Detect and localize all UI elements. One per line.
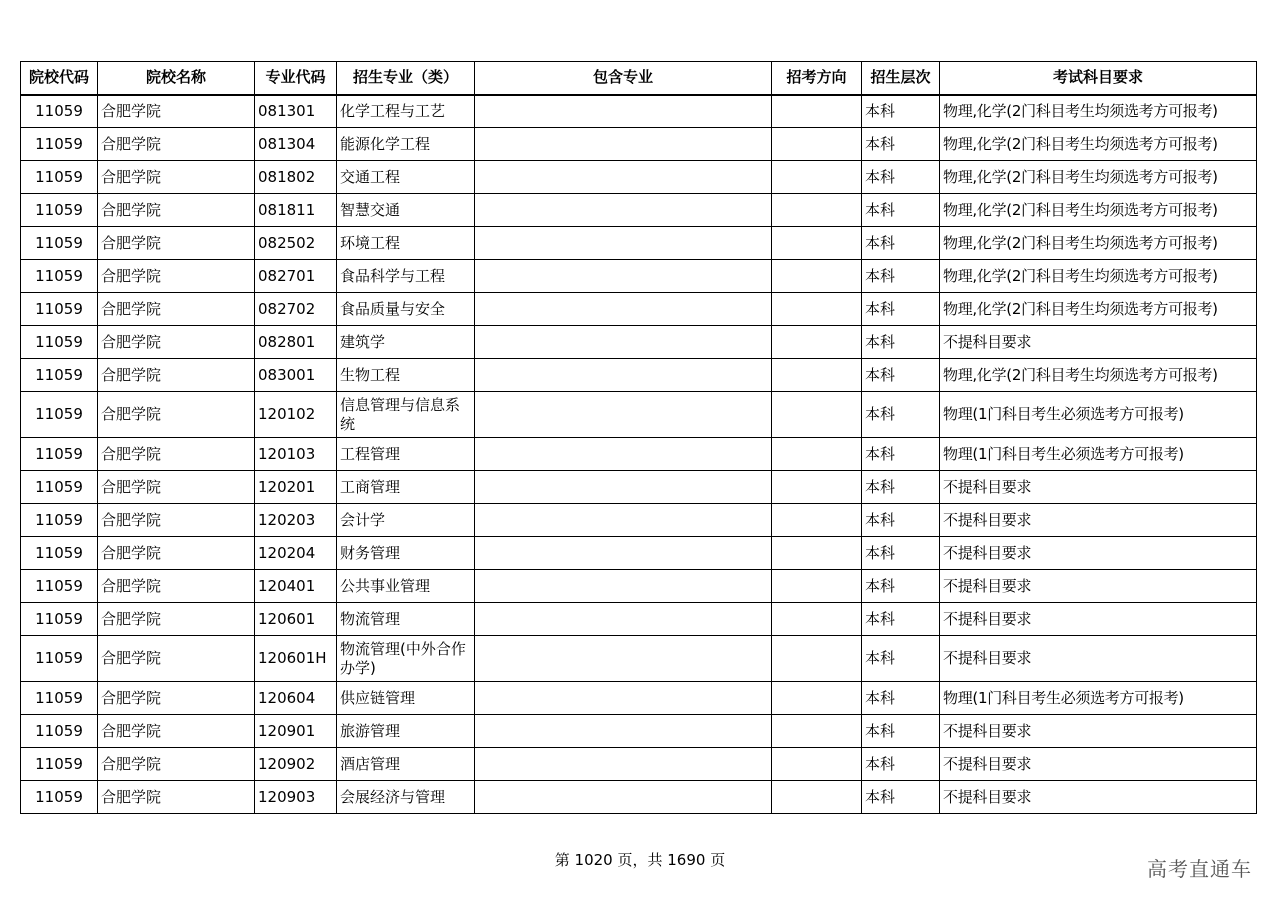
included-majors-cell xyxy=(475,504,772,537)
included-majors-cell xyxy=(475,128,772,161)
school-code-cell: 11059 xyxy=(21,260,98,293)
watermark: 高考直通车 xyxy=(1147,857,1252,881)
subject-requirement-cell: 物理,化学(2门科目考生均须选考方可报考) xyxy=(940,227,1257,260)
school-name-cell: 合肥学院 xyxy=(98,326,255,359)
major-code-cell: 120203 xyxy=(255,504,337,537)
school-name-cell: 合肥学院 xyxy=(98,161,255,194)
subject-requirement-cell: 物理(1门科目考生必须选考方可报考) xyxy=(940,392,1257,438)
major-cell: 酒店管理 xyxy=(337,748,475,781)
subject-requirement-cell: 物理,化学(2门科目考生均须选考方可报考) xyxy=(940,95,1257,128)
level-cell: 本科 xyxy=(862,471,940,504)
major-code-cell: 120102 xyxy=(255,392,337,438)
major-code-cell: 082801 xyxy=(255,326,337,359)
included-majors-cell xyxy=(475,194,772,227)
direction-cell xyxy=(772,438,862,471)
major-cell: 财务管理 xyxy=(337,537,475,570)
school-code-cell: 11059 xyxy=(21,603,98,636)
school-code-cell: 11059 xyxy=(21,781,98,814)
subject-requirement-cell: 物理,化学(2门科目考生均须选考方可报考) xyxy=(940,128,1257,161)
table-row xyxy=(21,603,1257,636)
school-code-cell: 11059 xyxy=(21,293,98,326)
included-majors-cell xyxy=(475,438,772,471)
direction-cell xyxy=(772,260,862,293)
major-code-cell: 083001 xyxy=(255,359,337,392)
major-code-cell: 120201 xyxy=(255,471,337,504)
level-cell: 本科 xyxy=(862,748,940,781)
subject-requirement-cell: 物理,化学(2门科目考生均须选考方可报考) xyxy=(940,161,1257,194)
direction-cell xyxy=(772,471,862,504)
table-row xyxy=(21,682,1257,715)
school-code-cell: 11059 xyxy=(21,471,98,504)
included-majors-cell xyxy=(475,748,772,781)
subject-requirement-cell: 不提科目要求 xyxy=(940,471,1257,504)
included-majors-cell xyxy=(475,781,772,814)
level-cell: 本科 xyxy=(862,194,940,227)
subject-requirement-cell: 不提科目要求 xyxy=(940,326,1257,359)
major-cell: 能源化学工程 xyxy=(337,128,475,161)
admissions-table xyxy=(20,61,1257,814)
major-cell: 工程管理 xyxy=(337,438,475,471)
school-name-cell: 合肥学院 xyxy=(98,682,255,715)
subject-requirement-cell: 物理(1门科目考生必须选考方可报考) xyxy=(940,682,1257,715)
major-cell: 公共事业管理 xyxy=(337,570,475,603)
subject-requirement-cell: 物理,化学(2门科目考生均须选考方可报考) xyxy=(940,260,1257,293)
level-cell: 本科 xyxy=(862,438,940,471)
header-included-majors: 包含专业 xyxy=(475,62,772,95)
direction-cell xyxy=(772,293,862,326)
subject-requirement-cell: 不提科目要求 xyxy=(940,636,1257,682)
major-cell: 物流管理(中外合作办学) xyxy=(337,636,475,682)
direction-cell xyxy=(772,326,862,359)
subject-requirement-cell: 物理,化学(2门科目考生均须选考方可报考) xyxy=(940,194,1257,227)
table-row xyxy=(21,227,1257,260)
school-name-cell: 合肥学院 xyxy=(98,227,255,260)
school-name-cell: 合肥学院 xyxy=(98,603,255,636)
level-cell: 本科 xyxy=(862,326,940,359)
direction-cell xyxy=(772,537,862,570)
major-code-cell: 081301 xyxy=(255,95,337,128)
subject-requirement-cell: 不提科目要求 xyxy=(940,504,1257,537)
level-cell: 本科 xyxy=(862,682,940,715)
major-cell: 生物工程 xyxy=(337,359,475,392)
subject-requirement-cell: 物理(1门科目考生必须选考方可报考) xyxy=(940,438,1257,471)
header-level: 招生层次 xyxy=(862,62,940,95)
table-row xyxy=(21,293,1257,326)
table-body xyxy=(21,95,1257,814)
direction-cell xyxy=(772,570,862,603)
major-code-cell: 120204 xyxy=(255,537,337,570)
school-code-cell: 11059 xyxy=(21,570,98,603)
subject-requirement-cell: 不提科目要求 xyxy=(940,781,1257,814)
header-direction: 招考方向 xyxy=(772,62,862,95)
major-cell: 食品质量与安全 xyxy=(337,293,475,326)
direction-cell xyxy=(772,128,862,161)
major-cell: 会计学 xyxy=(337,504,475,537)
included-majors-cell xyxy=(475,471,772,504)
subject-requirement-cell: 不提科目要求 xyxy=(940,748,1257,781)
school-name-cell: 合肥学院 xyxy=(98,504,255,537)
major-code-cell: 120604 xyxy=(255,682,337,715)
major-cell: 食品科学与工程 xyxy=(337,260,475,293)
level-cell: 本科 xyxy=(862,603,940,636)
included-majors-cell xyxy=(475,293,772,326)
direction-cell xyxy=(772,161,862,194)
header-major: 招生专业（类） xyxy=(337,62,475,95)
table-row xyxy=(21,260,1257,293)
school-code-cell: 11059 xyxy=(21,537,98,570)
school-name-cell: 合肥学院 xyxy=(98,194,255,227)
level-cell: 本科 xyxy=(862,128,940,161)
school-code-cell: 11059 xyxy=(21,326,98,359)
level-cell: 本科 xyxy=(862,359,940,392)
table-row xyxy=(21,715,1257,748)
major-cell: 建筑学 xyxy=(337,326,475,359)
major-cell: 物流管理 xyxy=(337,603,475,636)
table-row xyxy=(21,95,1257,128)
major-code-cell: 120901 xyxy=(255,715,337,748)
school-code-cell: 11059 xyxy=(21,194,98,227)
school-code-cell: 11059 xyxy=(21,748,98,781)
direction-cell xyxy=(772,603,862,636)
school-name-cell: 合肥学院 xyxy=(98,293,255,326)
table-row xyxy=(21,161,1257,194)
major-cell: 会展经济与管理 xyxy=(337,781,475,814)
school-name-cell: 合肥学院 xyxy=(98,781,255,814)
subject-requirement-cell: 物理,化学(2门科目考生均须选考方可报考) xyxy=(940,293,1257,326)
level-cell: 本科 xyxy=(862,95,940,128)
school-name-cell: 合肥学院 xyxy=(98,537,255,570)
major-cell: 信息管理与信息系统 xyxy=(337,392,475,438)
major-code-cell: 120903 xyxy=(255,781,337,814)
school-name-cell: 合肥学院 xyxy=(98,260,255,293)
major-code-cell: 120902 xyxy=(255,748,337,781)
table-row xyxy=(21,570,1257,603)
major-code-cell: 081304 xyxy=(255,128,337,161)
school-code-cell: 11059 xyxy=(21,227,98,260)
level-cell: 本科 xyxy=(862,504,940,537)
major-code-cell: 082702 xyxy=(255,293,337,326)
school-name-cell: 合肥学院 xyxy=(98,392,255,438)
school-name-cell: 合肥学院 xyxy=(98,359,255,392)
included-majors-cell xyxy=(475,537,772,570)
school-name-cell: 合肥学院 xyxy=(98,471,255,504)
table-row xyxy=(21,392,1257,438)
included-majors-cell xyxy=(475,161,772,194)
major-code-cell: 120401 xyxy=(255,570,337,603)
school-code-cell: 11059 xyxy=(21,128,98,161)
major-code-cell: 082701 xyxy=(255,260,337,293)
school-code-cell: 11059 xyxy=(21,682,98,715)
school-name-cell: 合肥学院 xyxy=(98,715,255,748)
direction-cell xyxy=(772,682,862,715)
included-majors-cell xyxy=(475,570,772,603)
subject-requirement-cell: 不提科目要求 xyxy=(940,603,1257,636)
level-cell: 本科 xyxy=(862,636,940,682)
school-code-cell: 11059 xyxy=(21,161,98,194)
major-code-cell: 082502 xyxy=(255,227,337,260)
level-cell: 本科 xyxy=(862,715,940,748)
school-name-cell: 合肥学院 xyxy=(98,636,255,682)
included-majors-cell xyxy=(475,95,772,128)
header-school-name: 院校名称 xyxy=(98,62,255,95)
major-code-cell: 081811 xyxy=(255,194,337,227)
level-cell: 本科 xyxy=(862,392,940,438)
major-cell: 交通工程 xyxy=(337,161,475,194)
direction-cell xyxy=(772,715,862,748)
level-cell: 本科 xyxy=(862,781,940,814)
direction-cell xyxy=(772,504,862,537)
subject-requirement-cell: 不提科目要求 xyxy=(940,570,1257,603)
direction-cell xyxy=(772,636,862,682)
school-name-cell: 合肥学院 xyxy=(98,128,255,161)
table-row xyxy=(21,359,1257,392)
subject-requirement-cell: 不提科目要求 xyxy=(940,537,1257,570)
included-majors-cell xyxy=(475,359,772,392)
school-code-cell: 11059 xyxy=(21,95,98,128)
header-subject-requirement: 考试科目要求 xyxy=(940,62,1257,95)
school-code-cell: 11059 xyxy=(21,438,98,471)
major-cell: 智慧交通 xyxy=(337,194,475,227)
level-cell: 本科 xyxy=(862,293,940,326)
direction-cell xyxy=(772,748,862,781)
school-code-cell: 11059 xyxy=(21,359,98,392)
page-number: 第 1020 页，共 1690 页 xyxy=(554,851,726,869)
included-majors-cell xyxy=(475,682,772,715)
direction-cell xyxy=(772,359,862,392)
included-majors-cell xyxy=(475,392,772,438)
included-majors-cell xyxy=(475,715,772,748)
table-row xyxy=(21,537,1257,570)
table-row xyxy=(21,748,1257,781)
level-cell: 本科 xyxy=(862,570,940,603)
table-header-row xyxy=(21,62,1257,95)
subject-requirement-cell: 物理,化学(2门科目考生均须选考方可报考) xyxy=(940,359,1257,392)
major-cell: 环境工程 xyxy=(337,227,475,260)
direction-cell xyxy=(772,392,862,438)
table-row xyxy=(21,128,1257,161)
school-code-cell: 11059 xyxy=(21,392,98,438)
direction-cell xyxy=(772,194,862,227)
included-majors-cell xyxy=(475,326,772,359)
included-majors-cell xyxy=(475,227,772,260)
major-cell: 化学工程与工艺 xyxy=(337,95,475,128)
subject-requirement-cell: 不提科目要求 xyxy=(940,715,1257,748)
included-majors-cell xyxy=(475,260,772,293)
table-row xyxy=(21,504,1257,537)
included-majors-cell xyxy=(475,603,772,636)
table-row xyxy=(21,636,1257,682)
major-cell: 旅游管理 xyxy=(337,715,475,748)
major-code-cell: 120103 xyxy=(255,438,337,471)
direction-cell xyxy=(772,227,862,260)
level-cell: 本科 xyxy=(862,260,940,293)
header-school-code: 院校代码 xyxy=(21,62,98,95)
school-code-cell: 11059 xyxy=(21,715,98,748)
school-name-cell: 合肥学院 xyxy=(98,570,255,603)
school-name-cell: 合肥学院 xyxy=(98,438,255,471)
major-cell: 工商管理 xyxy=(337,471,475,504)
level-cell: 本科 xyxy=(862,227,940,260)
school-code-cell: 11059 xyxy=(21,636,98,682)
direction-cell xyxy=(772,781,862,814)
school-code-cell: 11059 xyxy=(21,504,98,537)
major-code-cell: 120601 xyxy=(255,603,337,636)
major-code-cell: 081802 xyxy=(255,161,337,194)
table-row xyxy=(21,326,1257,359)
table-row xyxy=(21,194,1257,227)
level-cell: 本科 xyxy=(862,161,940,194)
major-cell: 供应链管理 xyxy=(337,682,475,715)
table-row xyxy=(21,471,1257,504)
direction-cell xyxy=(772,95,862,128)
major-code-cell: 120601H xyxy=(255,636,337,682)
school-name-cell: 合肥学院 xyxy=(98,95,255,128)
header-major-code: 专业代码 xyxy=(255,62,337,95)
school-name-cell: 合肥学院 xyxy=(98,748,255,781)
table-row xyxy=(21,438,1257,471)
included-majors-cell xyxy=(475,636,772,682)
table-row xyxy=(21,781,1257,814)
level-cell: 本科 xyxy=(862,537,940,570)
